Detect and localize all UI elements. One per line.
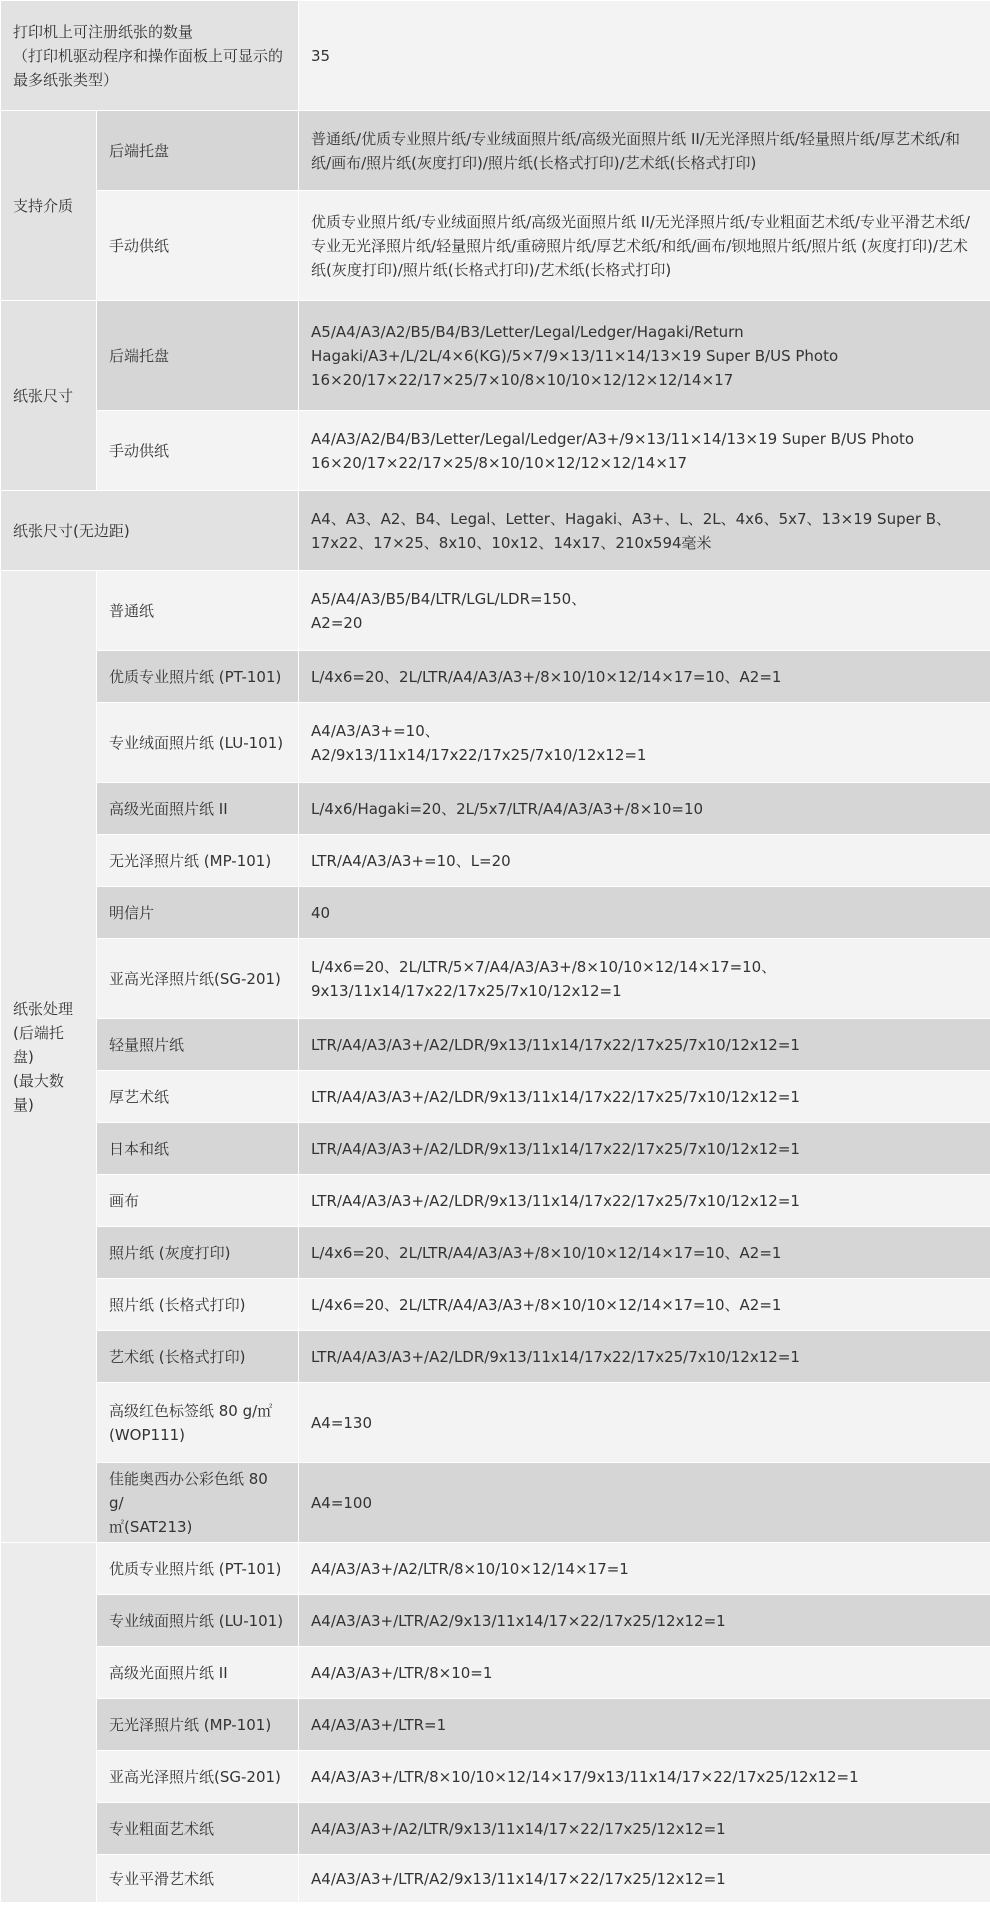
- manual-capacity-name: 亚高光泽照片纸(SG-201): [97, 1751, 299, 1803]
- media-manual-row: [1, 191, 990, 301]
- capacity-value: A5/A4/A3/B5/B4/LTR/LGL/LDR=150、 A2=20: [299, 571, 990, 651]
- capacity-name: 厚艺术纸: [97, 1071, 299, 1123]
- capacity-name: 日本和纸: [97, 1123, 299, 1175]
- paper-size-rear-tray-row: [1, 301, 990, 411]
- capacity-row: [1, 1071, 990, 1123]
- manual-capacity-row: [1, 1699, 990, 1751]
- capacity-value: L/4x6=20、2L/LTR/5×7/A4/A3/A3+/8×10/10×12/14×17=10、 9x13/11x14/17x22/17x25/7x10/12x12=1: [299, 939, 990, 1019]
- manual-capacity-row: [1, 1595, 990, 1647]
- capacity-value: LTR/A4/A3/A3+/A2/LDR/9x13/11x14/17x22/17x25/7x10/12x12=1: [299, 1331, 990, 1383]
- register-count-row: [1, 1, 990, 111]
- capacity-name: 专业绒面照片纸 (LU-101): [97, 703, 299, 783]
- capacity-value: 40: [299, 887, 990, 939]
- capacity-row: [1, 835, 990, 887]
- paper-size-manual-value: A4/A3/A2/B4/B3/Letter/Legal/Ledger/A3+/9×13/11×14/13×19 Super B/US Photo 16×20/17×22/17×25/8×10/10×12/12×12/14×17: [299, 411, 990, 491]
- capacity-name: 佳能奥西办公彩色纸 80 g/ ㎡(SAT213): [97, 1463, 299, 1543]
- manual-capacity-value: A4/A3/A3+/LTR=1: [299, 1699, 990, 1751]
- register-count-value: 35: [299, 1, 990, 111]
- capacity-row: [1, 1227, 990, 1279]
- capacity-row: [1, 1175, 990, 1227]
- capacity-value: LTR/A4/A3/A3+/A2/LDR/9x13/11x14/17x22/17x25/7x10/12x12=1: [299, 1175, 990, 1227]
- capacity-row: [1, 1279, 990, 1331]
- capacity-value: LTR/A4/A3/A3+/A2/LDR/9x13/11x14/17x22/17x25/7x10/12x12=1: [299, 1071, 990, 1123]
- manual-capacity-row: [1, 1751, 990, 1803]
- capacity-name: 艺术纸 (长格式打印): [97, 1331, 299, 1383]
- capacity-name: 明信片: [97, 887, 299, 939]
- capacity-value: LTR/A4/A3/A3+/A2/LDR/9x13/11x14/17x22/17x25/7x10/12x12=1: [299, 1123, 990, 1175]
- spec-table-body: [1, 1, 990, 1903]
- capacity-value: LTR/A4/A3/A3+/A2/LDR/9x13/11x14/17x22/17x25/7x10/12x12=1: [299, 1019, 990, 1071]
- media-rear-tray-label: 后端托盘: [97, 111, 299, 191]
- paper-size-rear-tray-label: 后端托盘: [97, 301, 299, 411]
- capacity-value: A4=100: [299, 1463, 990, 1543]
- paper-size-manual-row: [1, 411, 990, 491]
- capacity-row: [1, 571, 990, 651]
- manual-capacity-name: 专业绒面照片纸 (LU-101): [97, 1595, 299, 1647]
- capacity-row: [1, 651, 990, 703]
- capacity-name: 高级红色标签纸 80 g/㎡ (WOP111): [97, 1383, 299, 1463]
- capacity-name: 无光泽照片纸 (MP-101): [97, 835, 299, 887]
- paper-size-rear-tray-value: A5/A4/A3/A2/B5/B4/B3/Letter/Legal/Ledger/Hagaki/Return Hagaki/A3+/L/2L/4×6(KG)/5×7/9×13/11×14/13×19 Super B/US Photo 16×20/17×22/17×25/7×10/8×10/10×12/12×12/14×17: [299, 301, 990, 411]
- manual-capacity-row: [1, 1855, 990, 1903]
- capacity-name: 照片纸 (灰度打印): [97, 1227, 299, 1279]
- capacity-value: LTR/A4/A3/A3+=10、L=20: [299, 835, 990, 887]
- capacity-row: [1, 1383, 990, 1463]
- capacity-row: [1, 1019, 990, 1071]
- manual-capacity-group-label: [1, 1543, 97, 1903]
- capacity-name: 画布: [97, 1175, 299, 1227]
- capacity-row: [1, 1463, 990, 1543]
- manual-capacity-value: A4/A3/A3+/LTR/A2/9x13/11x14/17×22/17x25/12x12=1: [299, 1595, 990, 1647]
- media-manual-label: 手动供纸: [97, 191, 299, 301]
- capacity-value: A4=130: [299, 1383, 990, 1463]
- capacity-value: A4/A3/A3+=10、 A2/9x13/11x14/17x22/17x25/7x10/12x12=1: [299, 703, 990, 783]
- capacity-value: L/4x6=20、2L/LTR/A4/A3/A3+/8×10/10×12/14×17=10、A2=1: [299, 651, 990, 703]
- manual-capacity-value: A4/A3/A3+/LTR/8×10=1: [299, 1647, 990, 1699]
- manual-capacity-value: A4/A3/A3+/A2/LTR/8×10/10×12/14×17=1: [299, 1543, 990, 1595]
- manual-capacity-name: 专业平滑艺术纸: [97, 1855, 299, 1903]
- capacity-name: 高级光面照片纸 II: [97, 783, 299, 835]
- capacity-name: 亚高光泽照片纸(SG-201): [97, 939, 299, 1019]
- manual-capacity-name: 高级光面照片纸 II: [97, 1647, 299, 1699]
- media-rear-tray-value: 普通纸/优质专业照片纸/专业绒面照片纸/高级光面照片纸 II/无光泽照片纸/轻量照片纸/厚艺术纸/和纸/画布/照片纸(灰度打印)/照片纸(长格式打印)/艺术纸(长格式打印): [299, 111, 990, 191]
- borderless-row: [1, 491, 990, 571]
- manual-capacity-value: A4/A3/A3+/LTR/8×10/10×12/14×17/9x13/11x14/17×22/17x25/12x12=1: [299, 1751, 990, 1803]
- capacity-value: L/4x6=20、2L/LTR/A4/A3/A3+/8×10/10×12/14×17=10、A2=1: [299, 1279, 990, 1331]
- borderless-label: 纸张尺寸(无边距): [1, 491, 299, 571]
- capacity-row: [1, 703, 990, 783]
- manual-capacity-name: 专业粗面艺术纸: [97, 1803, 299, 1855]
- media-rear-tray-row: [1, 111, 990, 191]
- borderless-value: A4、A3、A2、B4、Legal、Letter、Hagaki、A3+、L、2L、4x6、5x7、13×19 Super B、17x22、17×25、8x10、10x12、14x17、210x594毫米: [299, 491, 990, 571]
- manual-capacity-row: [1, 1803, 990, 1855]
- manual-capacity-value: A4/A3/A3+/A2/LTR/9x13/11x14/17×22/17x25/12x12=1: [299, 1803, 990, 1855]
- capacity-value: L/4x6/Hagaki=20、2L/5x7/LTR/A4/A3/A3+/8×10=10: [299, 783, 990, 835]
- capacity-row: [1, 1123, 990, 1175]
- manual-capacity-value: A4/A3/A3+/LTR/A2/9x13/11x14/17×22/17x25/12x12=1: [299, 1855, 990, 1903]
- capacity-name: 优质专业照片纸 (PT-101): [97, 651, 299, 703]
- media-label: 支持介质: [1, 111, 97, 301]
- capacity-value: L/4x6=20、2L/LTR/A4/A3/A3+/8×10/10×12/14×17=10、A2=1: [299, 1227, 990, 1279]
- manual-capacity-row: [1, 1647, 990, 1699]
- media-manual-value: 优质专业照片纸/专业绒面照片纸/高级光面照片纸 II/无光泽照片纸/专业粗面艺术纸/专业平滑艺术纸/专业无光泽照片纸/轻量照片纸/重磅照片纸/厚艺术纸/和纸/画布/钡地照片纸/照片纸 (灰度打印)/艺术纸(灰度打印)/照片纸(长格式打印)/艺术纸(长格式打印): [299, 191, 990, 301]
- capacity-name: 普通纸: [97, 571, 299, 651]
- manual-capacity-row: [1, 1543, 990, 1595]
- manual-capacity-name: 优质专业照片纸 (PT-101): [97, 1543, 299, 1595]
- capacity-name: 照片纸 (长格式打印): [97, 1279, 299, 1331]
- capacity-row: [1, 887, 990, 939]
- capacity-group-label: 纸张处理 (后端托盘) (最大数量): [1, 571, 97, 1543]
- paper-size-label: 纸张尺寸: [1, 301, 97, 491]
- manual-capacity-name: 无光泽照片纸 (MP-101): [97, 1699, 299, 1751]
- paper-size-manual-label: 手动供纸: [97, 411, 299, 491]
- capacity-row: [1, 1331, 990, 1383]
- capacity-row: [1, 783, 990, 835]
- register-count-label: 打印机上可注册纸张的数量 （打印机驱动程序和操作面板上可显示的最多纸张类型）: [1, 1, 299, 111]
- capacity-row: [1, 939, 990, 1019]
- capacity-name: 轻量照片纸: [97, 1019, 299, 1071]
